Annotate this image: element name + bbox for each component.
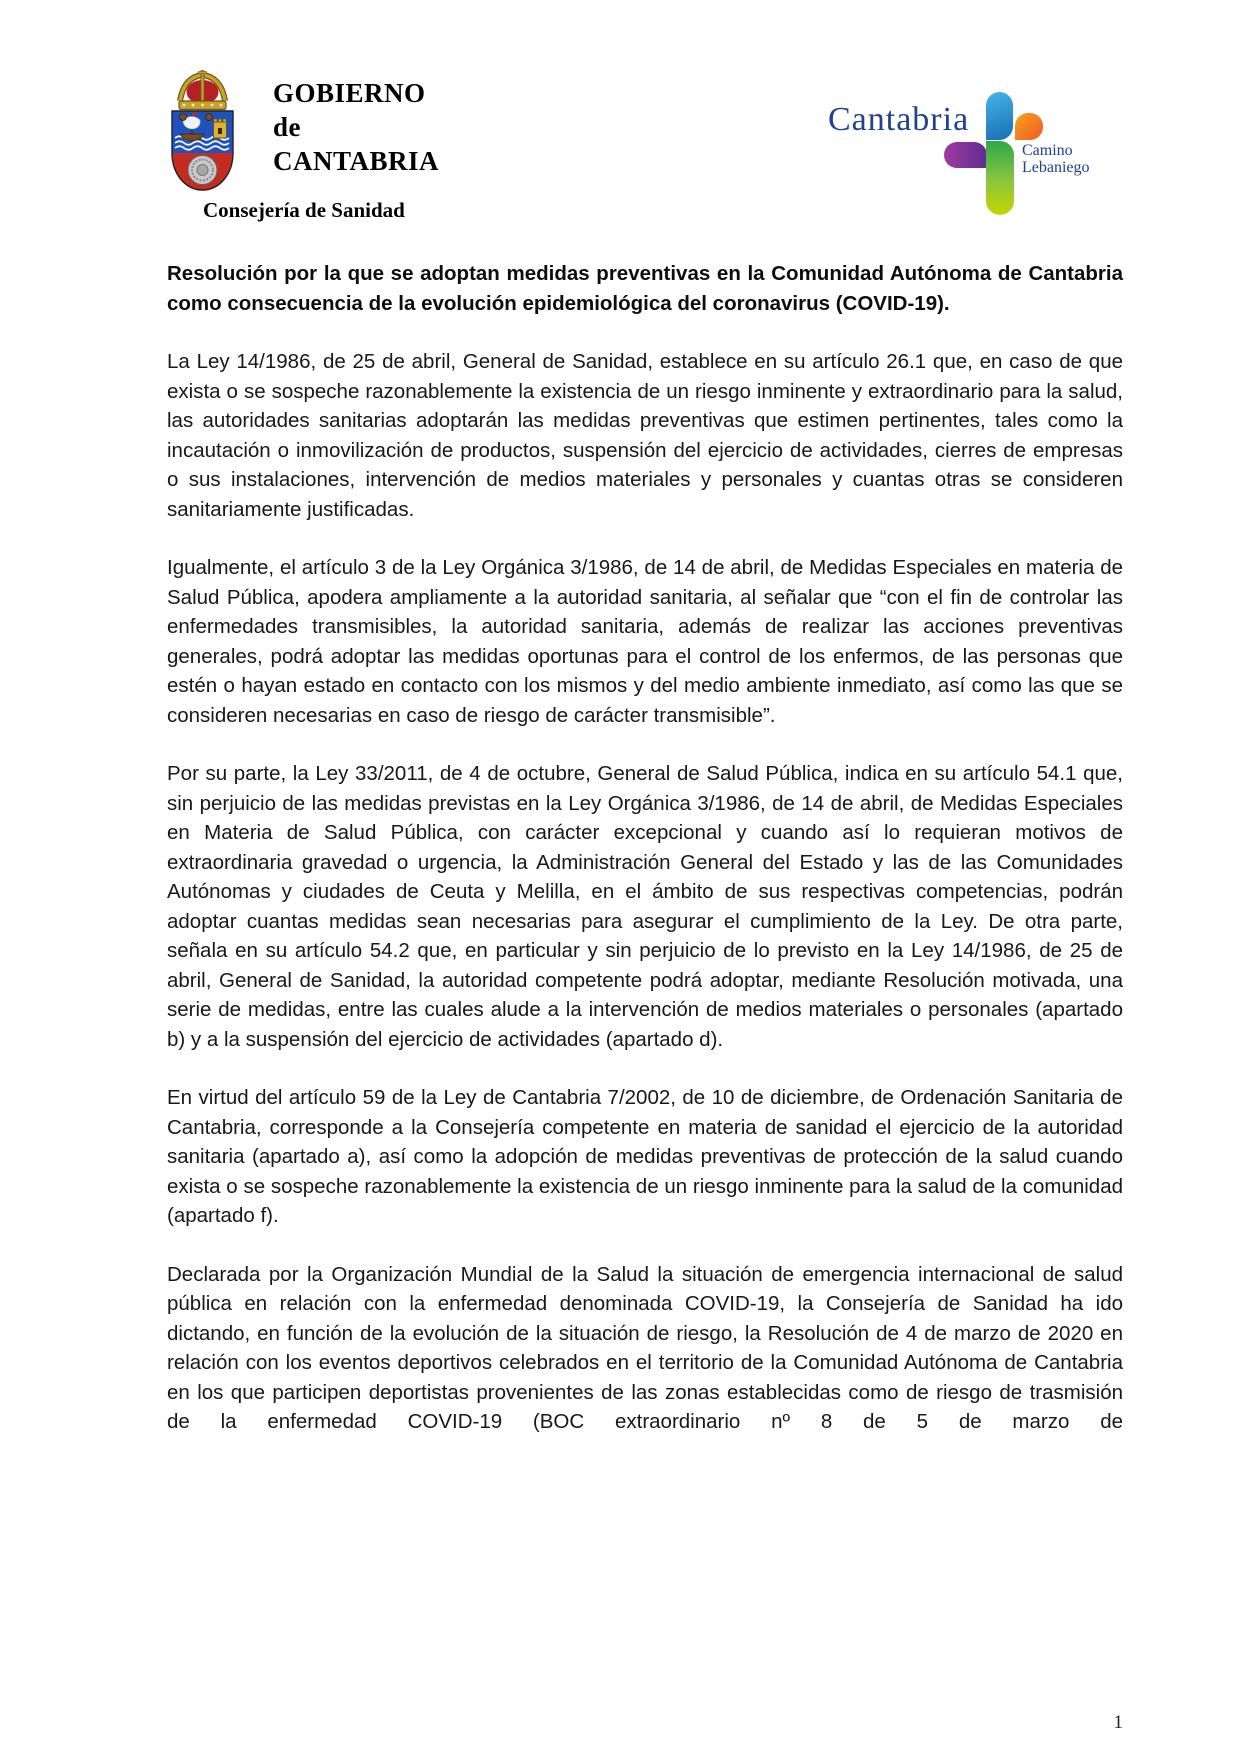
- government-title-line2: de: [273, 112, 301, 142]
- cantabria-coat-of-arms-icon: [167, 70, 238, 193]
- government-title-line3: CANTABRIA: [273, 146, 440, 176]
- document-title: Resolución por la que se adoptan medidas preventivas en la Comunidad Autónoma de Cantabria como consecuencia de la evolución epidemiológica del coronavirus (COVID-19).: [167, 262, 1123, 315]
- paragraph-2: Igualmente, el artículo 3 de la Ley Orgánica 3/1986, de 14 de abril, de Medidas Especiales en materia de Salud Pública, apodera ampliamente a la autoridad sanitaria, al señalar que “con el fin de controlar las enfermedades transmisibles, la autoridad sanitaria, además de realizar las acciones preventivas generales, podrá adoptar las medidas oportunas para el control de los enfermos, de las personas que estén o hayan estado en contacto con los mismos y del medio ambiente inmediato, así como las que se consideren necesarias en caso de riesgo de carácter transmisible”.: [167, 556, 1123, 727]
- paragraph-1: La Ley 14/1986, de 25 de abril, General de Sanidad, establece en su artículo 26.1 que, en caso de que exista o se sospeche razonablemente la existencia de un riesgo inminente y extraordinario para la salud, las autoridades sanitarias adoptarán las medidas preventivas que estimen pertinentes, tales como la incautación o inmovilización de productos, suspensión del ejercicio de actividades, cierres de empresas o sus instalaciones, intervención de medios materiales y personales y cuantas otras se consideren sanitariamente justificadas.: [167, 350, 1123, 521]
- page-number: 1: [1113, 1712, 1123, 1733]
- paragraph-5: Declarada por la Organización Mundial de la Salud la situación de emergencia internacional de salud pública en relación con la enfermedad denominada COVID-19, la Consejería de Sanidad ha ido dictando, en función de la evolución de la situación de riesgo, la Resolución de 4 de marzo de 2020 en relación con los eventos deportivos celebrados en el territorio de la Comunidad Autónoma de Cantabria en los que participen deportistas provenientes de las zonas establecidas como de riesgo de trasmisión de la enfermedad COVID-19 (BOC extraordinario nº 8 de 5 de marzo de: [167, 1262, 1123, 1433]
- brand-tagline-line1: Camino: [1022, 142, 1073, 159]
- government-title: [273, 76, 439, 178]
- cross-petal-green-icon: [986, 141, 1014, 215]
- cross-petal-blue-icon: [986, 92, 1013, 140]
- brand-tagline-line2: Lebaniego: [1022, 159, 1090, 176]
- paragraph-3: Por su parte, la Ley 33/2011, de 4 de octubre, General de Salud Pública, indica en su artículo 54.1 que, sin perjuicio de las medidas previstas en la Ley Orgánica 3/1986, de 14 de abril, de Medidas Especiales en Materia de Salud Pública, con carácter excepcional y cuando así lo requieran motivos de extraordinaria gravedad o urgencia, la Administración General del Estado y las de las Comunidades Autónomas y ciudades de Ceuta y Melilla, en el ámbito de sus respectivas competencias, podrán adoptar cuantas medidas sean necesarias para asegurar el cumplimiento de la Ley. De otra parte, señala en su artículo 54.2 que, en particular y sin perjuicio de lo previsto en la Ley 14/1986, de 25 de abril, General de Sanidad, la autoridad competente podrá adoptar, mediante Resolución motivada, una serie de medidas, entre las cuales alude a la intervención de medios materiales o personales (apartado b) y a la suspensión del ejercicio de actividades (apartado d).: [167, 762, 1123, 1051]
- brand-tagline: [1022, 142, 1090, 176]
- brand-logo-block: [820, 85, 1150, 235]
- cross-petal-orange-icon: [1015, 113, 1043, 140]
- brand-name: Cantabria: [828, 101, 970, 138]
- cross-petal-purple-icon: [944, 142, 987, 168]
- government-title-line1: GOBIERNO: [273, 78, 426, 108]
- document-body: [167, 259, 1123, 1466]
- paragraph-4: En virtud del artículo 59 de la Ley de Cantabria 7/2002, de 10 de diciembre, de Ordenación Sanitaria de Cantabria, corresponde a la Consejería competente en materia de sanidad el ejercicio de la autoridad sanitaria (apartado a), así como la adopción de medidas preventivas de protección de la salud cuando exista o se sospeche razonablemente la existencia de un riesgo inminente para la salud de la comunidad (apartado f).: [167, 1086, 1123, 1227]
- department-label: Consejería de Sanidad: [203, 198, 405, 222]
